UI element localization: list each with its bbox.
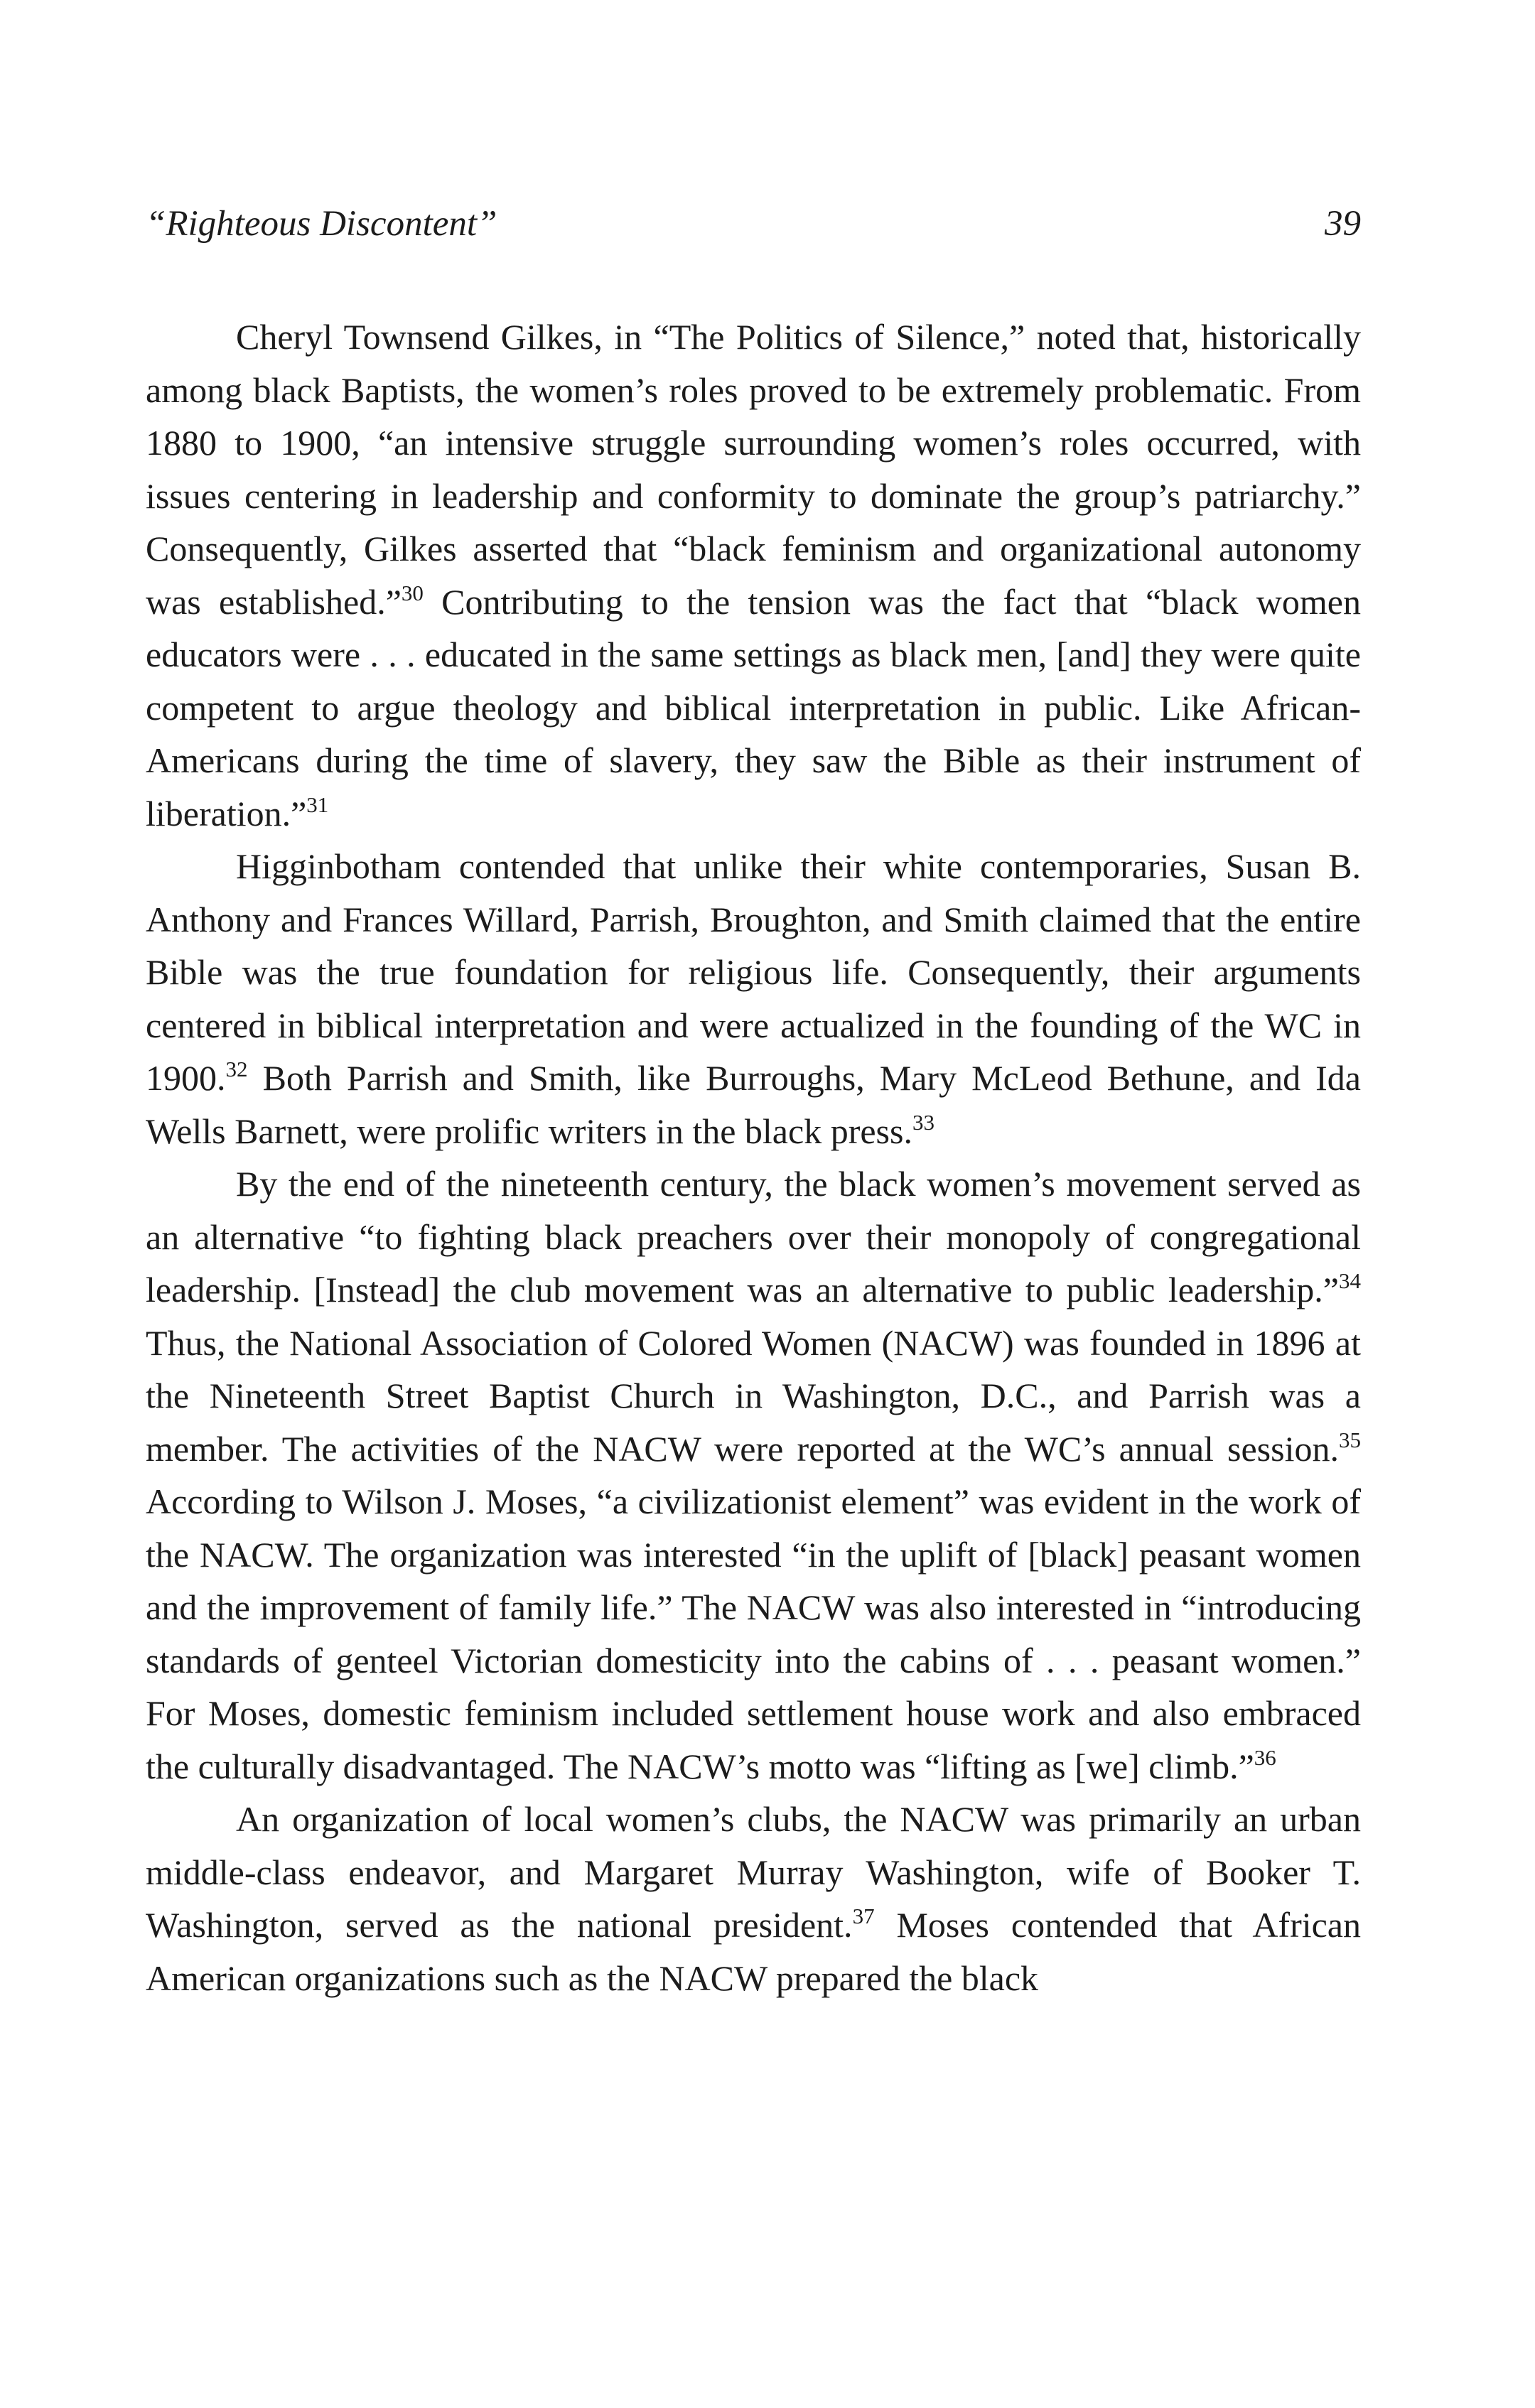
paragraph-text: By the end of the nineteenth century, the black women’s movement served as an alternative “to fighting black preachers over their monopoly of congregational leadership. [Instead] the club movement was an alternative to public leadership.” xyxy=(146,1164,1361,1310)
footnote-ref-31: 31 xyxy=(306,792,329,817)
footnote-ref-36: 36 xyxy=(1254,1744,1276,1770)
paragraph-nacw-founding xyxy=(146,1157,1361,1793)
footnote-ref-30: 30 xyxy=(401,580,424,605)
paragraph-text: Cheryl Townsend Gilkes, in “The Politics of Silence,” noted that, historically among black Baptists, the women’s roles proved to be extremely problematic. From 1880 to 1900, “an intensive struggle surrounding women’s roles occurred, with issues centering in leadership and conformity to dominate the group’s patriarchy.” Consequently, Gilkes asserted that “black feminism and organizational autonomy was established.” xyxy=(146,317,1361,622)
running-head xyxy=(146,195,1361,252)
body-text xyxy=(146,311,1361,2004)
footnote-ref-32: 32 xyxy=(225,1056,248,1081)
paragraph-text: Contributing to the tension was the fact that “black women educators were . . . educated in the same settings as black men, [and] they were quite competent to argue theology and biblical interpretation in public. Like African-Americans during the time of slavery, they saw the Bible as their instrument of liberation.” xyxy=(146,581,1361,833)
running-head-title: “Righteous Discontent” xyxy=(146,204,497,244)
footnote-ref-34: 34 xyxy=(1339,1268,1361,1293)
paragraph-text: Higginbotham contended that unlike their white contemporaries, Susan B. Anthony and Frances Willard, Parrish, Broughton, and Smith claimed that the entire Bible was the true foundation for religious life. Consequently, their arguments centered in biblical interpretation and were actualized in the founding of the WC in 1900. xyxy=(146,846,1361,1098)
paragraph-nacw-organization xyxy=(146,1793,1361,2004)
paragraph-text: Thus, the National Association of Colored Women (NACW) was founded in 1896 at the Nineteenth Street Baptist Church in Washington, D.C., and Parrish was a member. The activities of the NACW were reported at the WC’s annual session. xyxy=(146,1322,1361,1469)
footnote-ref-35: 35 xyxy=(1339,1427,1361,1452)
footnote-ref-33: 33 xyxy=(912,1109,935,1135)
paragraph-text: An organization of local women’s clubs, the NACW was primarily an urban middle-class endeavor, and Margaret Murray Washington, wife of Booker T. Washington, served as the national president. xyxy=(146,1799,1361,1945)
paragraph-text: Moses contended that African American organizations such as the NACW prepared the black xyxy=(146,1905,1361,1998)
paragraph-gilkes xyxy=(146,311,1361,840)
footnote-ref-37: 37 xyxy=(852,1903,875,1928)
paragraph-text: Both Parrish and Smith, like Burroughs, Mary McLeod Bethune, and Ida Wells Barnett, were prolific writers in the black press. xyxy=(146,1058,1361,1151)
paragraph-higginbotham xyxy=(146,840,1361,1157)
paragraph-text: According to Wilson J. Moses, “a civilizationist element” was evident in the work of the NACW. The organization was interested “in the uplift of [black] peasant women and the improvement of family life.” The NACW was also interested in “introducing standards of genteel Victorian domesticity into the cabins of . . . peasant women.” For Moses, domestic feminism included settlement house work and also embraced the culturally disadvantaged. The NACW’s motto was “lifting as [we] climb.” xyxy=(146,1481,1361,1786)
page-number: 39 xyxy=(1325,204,1361,244)
